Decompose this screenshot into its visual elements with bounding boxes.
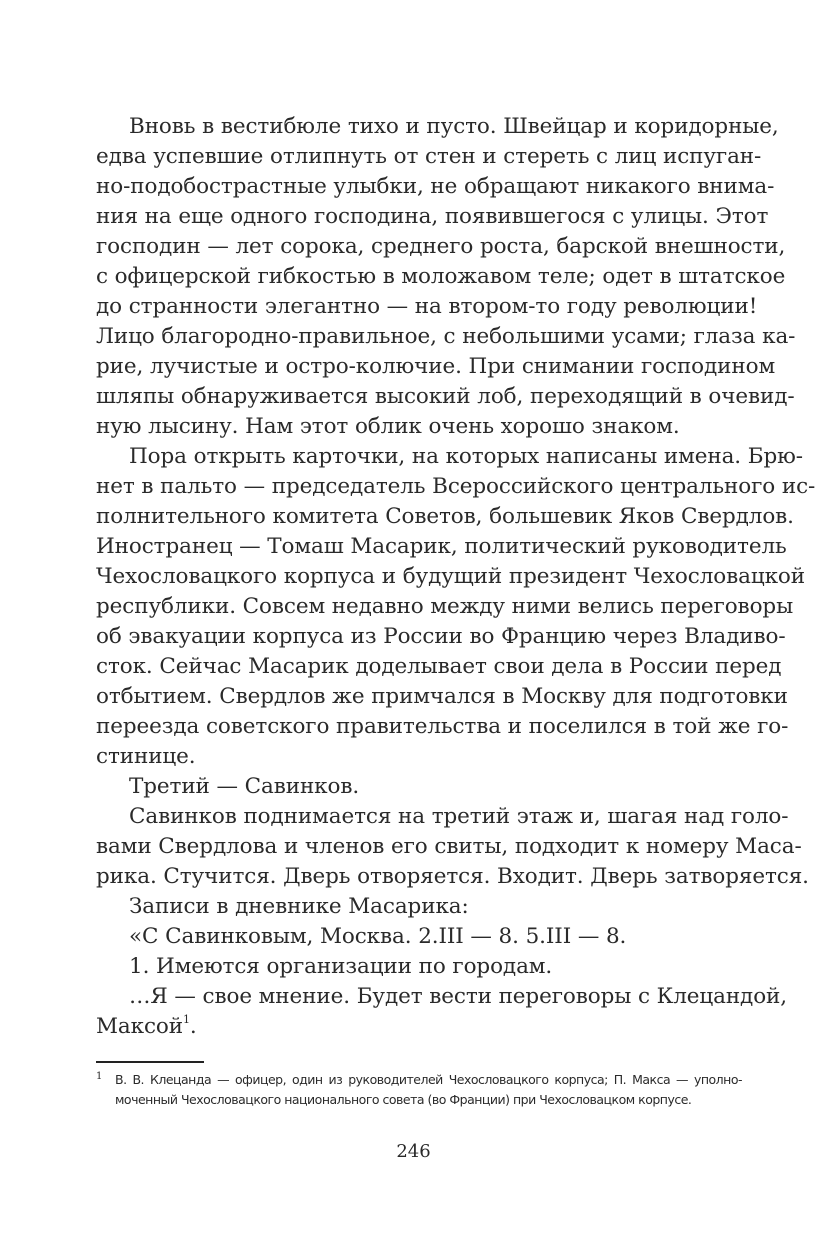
text-line: нет в пальто — председатель Всероссийского центрального ис- [96, 474, 816, 499]
text-line: Пора открыть карточки, на которых написаны имена. Брю- [129, 444, 803, 469]
text-line: полнительного комитета Советов, большевик Яков Свердлов. [96, 504, 794, 529]
punctuation: . [189, 1014, 197, 1039]
text-fragment: Максой [96, 1014, 183, 1039]
text-line: ния на еще одного господина, появившегося с улицы. Этот [96, 204, 769, 229]
footnote-line: моченный Чехословацкого национального совета (во Франции) при Чехословацком корпусе. [115, 1092, 692, 1107]
page-number: 246 [396, 1141, 431, 1162]
text-line: сток. Сейчас Масарик доделывает свои дела в России перед [96, 654, 782, 679]
text-line: стинице. [96, 744, 196, 769]
text-line: Вновь в вестибюле тихо и пусто. Швейцар и коридорные, [129, 114, 779, 139]
footnote-line: В. В. Клецанда — офицер, один из руководителей Чехословацкого корпуса; П. Макса — уполно- [115, 1072, 742, 1087]
text-line: но-подобострастные улыбки, не обращают никакого внима- [96, 174, 775, 199]
text-line: с офицерской гибкостью в моложавом теле; одет в штатское [96, 264, 786, 289]
text-line-with-footnote-ref [96, 1012, 742, 1042]
footnote-marker: 1 [96, 1071, 103, 1082]
text-line: едва успевшие отлипнуть от стен и стереть с лиц испуган- [96, 144, 762, 169]
text-line: Лицо благородно-правильное, с небольшими усами; глаза ка- [96, 324, 796, 349]
text-line: Савинков поднимается на третий этаж и, шагая над голо- [129, 804, 789, 829]
footnote-separator [96, 1061, 204, 1063]
text-line: шляпы обнаруживается высокий лоб, переходящий в очевид- [96, 384, 795, 409]
text-line: Иностранец — Томаш Масарик, политический руководитель [96, 534, 787, 559]
text-line: …Я — свое мнение. Будет вести переговоры с Клецандой, [129, 984, 787, 1009]
text-line: 1. Имеются организации по городам. [129, 954, 553, 979]
text-line: Третий — Савинков. [129, 774, 360, 799]
text-line: господин — лет сорока, среднего роста, барской внешности, [96, 234, 786, 259]
text-line: Чехословацкого корпуса и будущий президент Чехословацкой [96, 564, 805, 589]
text-line: об эвакуации корпуса из России во Францию через Владиво- [96, 624, 786, 649]
text-line: «С Савинковым, Москва. 2.III — 8. 5.III — 8. [129, 924, 627, 949]
text-line: ную лысину. Нам этот облик очень хорошо знаком. [96, 414, 680, 439]
text-line: республики. Совсем недавно между ними велись переговоры [96, 594, 794, 619]
footnote-reference: 1 [183, 1012, 190, 1026]
text-line: переезда советского правительства и поселился в той же го- [96, 714, 789, 739]
text-line: Записи в дневнике Масарика: [129, 894, 469, 919]
text-line: рие, лучистые и остро-колючие. При снимании господином [96, 354, 776, 379]
text-line: до странности элегантно — на втором-то году революции! [96, 294, 758, 319]
text-line: рика. Стучится. Дверь отворяется. Входит. Дверь затворяется. [96, 864, 809, 889]
text-line: вами Свердлова и членов его свиты, подходит к номеру Маса- [96, 834, 802, 859]
text-line: отбытием. Свердлов же примчался в Москву для подготовки [96, 684, 788, 709]
